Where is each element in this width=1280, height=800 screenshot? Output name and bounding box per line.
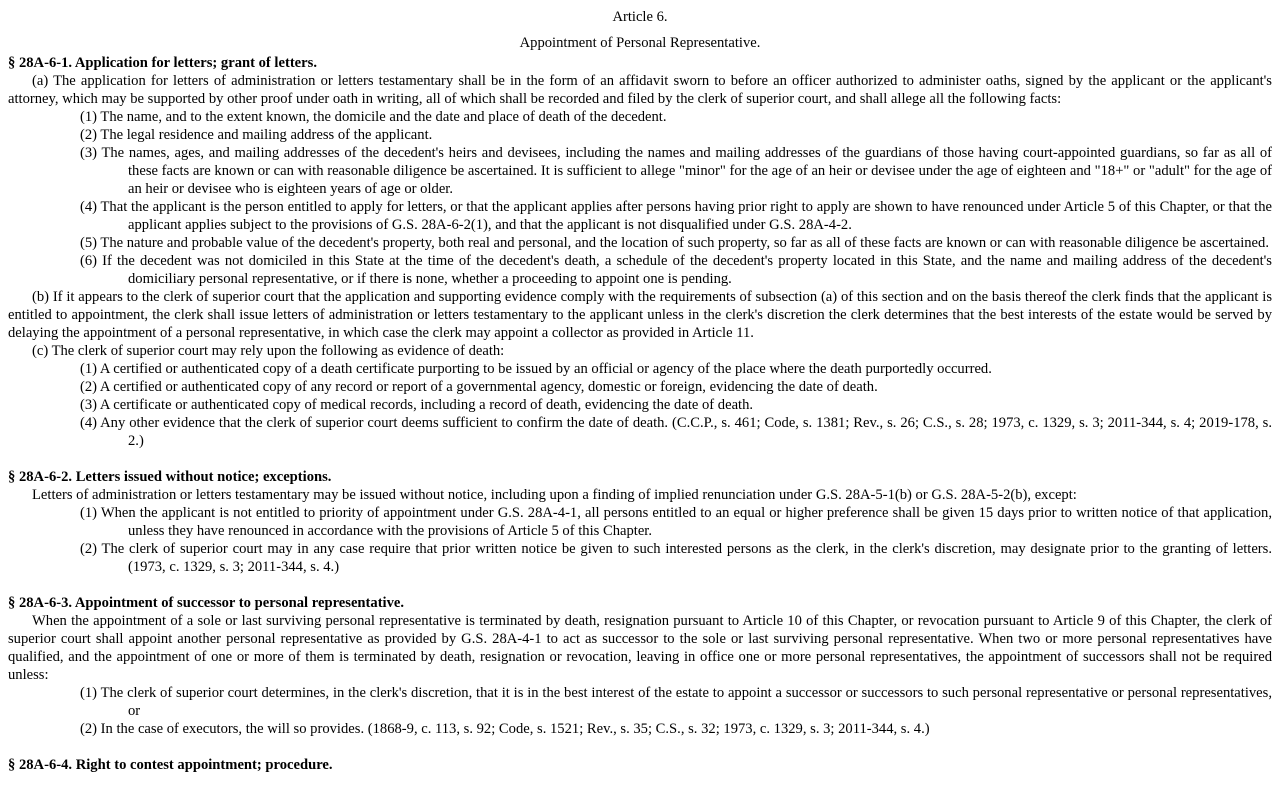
list-item: (4) That the applicant is the person entitled to apply for letters, or that the applicant applies after persons having prior right to apply are shown to have renounced under Article 5 of this Chapter, or that the applicant applies subject to the provisions of G.S. 28A-6-2(1), and that the applicant is not disqualified under G.S. 28A-4-2. — [80, 199, 1272, 233]
paragraph: Letters of administration or letters testamentary may be issued without notice, including upon a finding of implied renunciation under G.S. 28A-5-1(b) or G.S. 28A-5-2(b), except: — [32, 487, 1077, 503]
paragraph: (a) The application for letters of administration or letters testamentary shall be in the form of an affidavit sworn to before an officer authorized to administer oaths, signed by the applicant or the applicant's attorney, which may be supported by other proof under oath in writing, all of which shall be recorded and filed by the clerk of superior court, and shall allege all the following facts: — [8, 73, 1272, 107]
list-item: (2) A certified or authenticated copy of any record or report of a governmental agency, domestic or foreign, evidencing the date of death. — [80, 379, 878, 395]
list-item: (2) The legal residence and mailing address of the applicant. — [80, 127, 433, 143]
section-heading: § 28A-6-4. Right to contest appointment; procedure. — [8, 757, 333, 773]
article-subtitle: Appointment of Personal Representative. — [519, 35, 761, 51]
list-item: (4) Any other evidence that the clerk of superior court deems sufficient to confirm the date of death. (C.C.P., s. 461; Code, s. 1381; Rev., s. 26; C.S., s. 28; 1973, c. 1329, s. 3; 2011-344, s. 4; 2019-178, s. 2.) — [80, 415, 1272, 449]
list-item: (3) The names, ages, and mailing addresses of the decedent's heirs and devisees, including the names and mailing addresses of the guardians of those having court-appointed guardians, so far as all of these facts are known or can with reasonable diligence be ascertained. It is sufficient to allege "minor" for the age of an heir or devisee under the age of eighteen and "18+" or "adult" for the age of an heir or devisee who is eighteen years of age or older. — [80, 145, 1272, 197]
list-item: (1) The clerk of superior court determines, in the clerk's discretion, that it is in the best interest of the estate to appoint a successor or successors to such personal representative or personal representatives, or — [80, 685, 1272, 719]
section-heading: § 28A-6-2. Letters issued without notice; exceptions. — [8, 469, 332, 485]
paragraph: (c) The clerk of superior court may rely upon the following as evidence of death: — [32, 343, 505, 359]
list-item: (2) The clerk of superior court may in any case require that prior written notice be given to such interested persons as the clerk, in the clerk's discretion, may designate prior to the granting of letters. (1973, c. 1329, s. 3; 2011-344, s. 4.) — [80, 541, 1272, 575]
statute-section — [8, 756, 1272, 774]
paragraph: (b) If it appears to the clerk of superior court that the application and supporting evidence comply with the requirements of subsection (a) of this section and on the basis thereof the clerk finds that the applicant is entitled to appointment, the clerk shall issue letters of administration or letters testamentary to the applicant unless in the clerk's discretion the clerk determines that the best interests of the estate would be served by delaying the appointment of a personal representative, in which case the clerk may appoint a collector as provided in Article 11. — [8, 289, 1272, 341]
article-title: Article 6. — [612, 9, 668, 25]
list-item: (5) The nature and probable value of the decedent's property, both real and personal, and the location of such property, so far as all of these facts are known or can with reasonable diligence be ascertained. — [80, 235, 1269, 251]
paragraph: When the appointment of a sole or last surviving personal representative is terminated by death, resignation pursuant to Article 10 of this Chapter, or revocation pursuant to Article 9 of this Chapter, the clerk of superior court shall appoint another personal representative as provided by G.S. 28A-4-1 to act as successor to the sole or last surviving personal representative. When two or more personal representatives have qualified, and the appointment of one or more of them is terminated by death, resignation or revocation, leaving in office one or more personal representatives, the appointment of successors shall not be required unless: — [8, 613, 1272, 683]
statute-section — [8, 468, 1272, 576]
list-item: (1) The name, and to the extent known, the domicile and the date and place of death of the decedent. — [80, 109, 667, 125]
list-item: (1) A certified or authenticated copy of a death certificate purporting to be issued by an official or agency of the place where the death purportedly occurred. — [80, 361, 992, 377]
list-item: (1) When the applicant is not entitled to priority of appointment under G.S. 28A-4-1, all persons entitled to an equal or higher preference shall be given 15 days prior to written notice of that application, unless they have renounced in accordance with the provisions of Article 5 of this Chapter. — [80, 505, 1272, 539]
list-item: (6) If the decedent was not domiciled in this State at the time of the decedent's death, a schedule of the decedent's property located in this State, and the name and mailing address of the decedent's domiciliary personal representative, or if there is none, whether a proceeding to appoint one is pending. — [80, 253, 1272, 287]
section-heading: § 28A-6-1. Application for letters; grant of letters. — [8, 55, 317, 71]
statute-sections — [8, 54, 1272, 774]
section-heading: § 28A-6-3. Appointment of successor to personal representative. — [8, 595, 405, 611]
list-item: (3) A certificate or authenticated copy of medical records, including a record of death, evidencing the date of death. — [80, 397, 754, 413]
statute-section — [8, 54, 1272, 450]
statute-section — [8, 594, 1272, 738]
list-item: (2) In the case of executors, the will so provides. (1868-9, c. 113, s. 92; Code, s. 1521; Rev., s. 35; C.S., s. 32; 1973, c. 1329, s. 3; 2011-344, s. 4.) — [80, 721, 930, 737]
